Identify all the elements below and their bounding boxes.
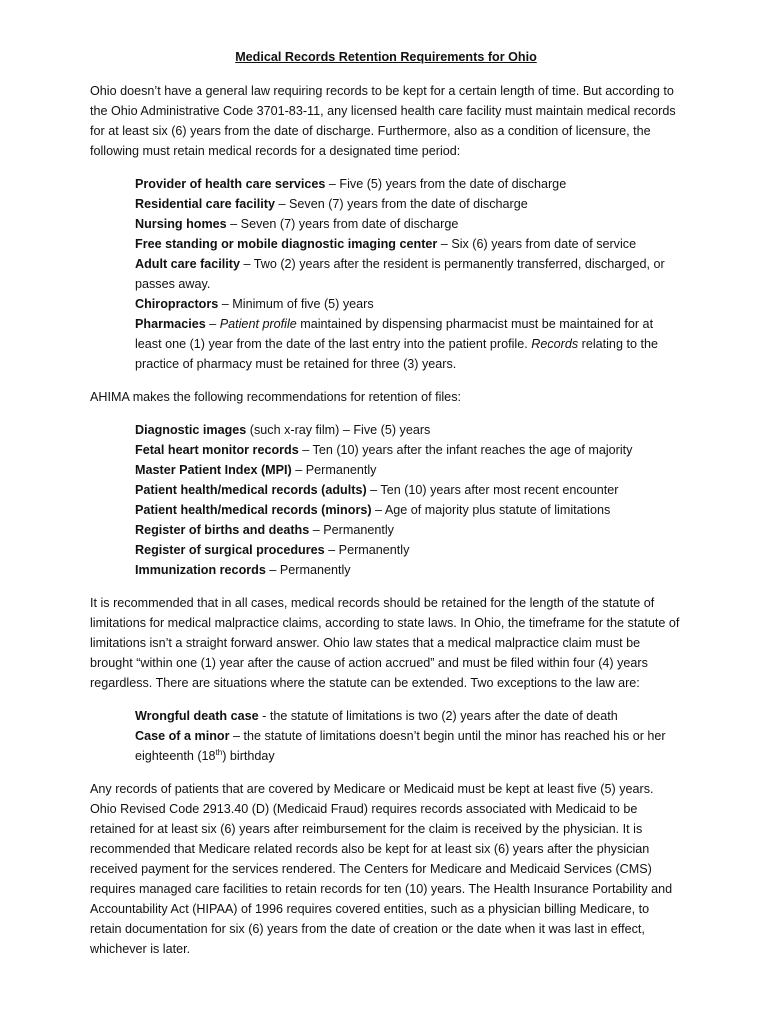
- list-item-text: - the statute of limitations is two (2) years after the date of death: [258, 709, 618, 723]
- list-item: [135, 194, 682, 214]
- list-item-text: – Ten (10) years after most recent encounter: [366, 483, 619, 497]
- ahima-intro: AHIMA makes the following recommendations for retention of files:: [90, 390, 461, 404]
- list-item-text: – Permanently: [324, 543, 410, 557]
- list-item: [135, 540, 682, 560]
- list-item-text: – Six (6) years from date of service: [437, 237, 637, 251]
- list-item-term: Case of a minor: [135, 729, 230, 743]
- list-item-term: Residential care facility: [135, 197, 275, 211]
- list-item-text: – Ten (10) years after the infant reaches the age of majority: [298, 443, 633, 457]
- list-item: [135, 440, 682, 460]
- list-item-text: ) birthday: [222, 749, 275, 763]
- list-item-term: Wrongful death case: [135, 709, 259, 723]
- list-item-pharmacies: [135, 314, 682, 374]
- list-item-term: Diagnostic images: [135, 423, 247, 437]
- list-item-term: Fetal heart monitor records: [135, 443, 299, 457]
- list-item-term: Immunization records: [135, 563, 266, 577]
- statute-paragraph: It is recommended that in all cases, medical records should be retained for the length of the statute of limitations for medical malpractice claims, according to state laws. In Ohio, the timeframe for the statute of limitations isn’t a straight forward answer. Ohio law states that a medical malpractice claim must be brought “within one (1) year after the cause of action accrued” and must be filed within four (4) years regardless. There are situations where the statute can be extended. Two exceptions to the law are:: [90, 596, 680, 690]
- list-item-text: – Permanently: [265, 563, 351, 577]
- list-item-term: Nursing homes: [135, 217, 227, 231]
- list-item-text: – Age of majority plus statute of limitations: [371, 503, 611, 517]
- list-item-text: – Permanently: [291, 463, 377, 477]
- list-item: [135, 520, 682, 540]
- list-item-wrongful-death: [135, 706, 682, 726]
- list-item-text: – Two (2) years after the resident is permanently transferred, discharged, or passes away.: [135, 257, 665, 291]
- list-item: [135, 420, 682, 440]
- records-italic: Records: [531, 337, 579, 351]
- list-item: [135, 560, 682, 580]
- list-item: [135, 254, 682, 294]
- intro-paragraph: Ohio doesn’t have a general law requiring records to be kept for a certain length of time. But according to the Ohio Administrative Code 3701-83-11, any licensed health care facility must maintain medical records for at least six (6) years from the date of discharge. Furthermore, also as a condition of licensure, the following must retain medical records for a designated time period:: [90, 84, 676, 158]
- list-item: [135, 234, 682, 254]
- list-item-text: maintained by dispensing pharmacist must be maintained for at least one (1) year from the date of the last entry into the patient profile.: [135, 317, 654, 351]
- exceptions-list: [135, 706, 682, 766]
- list-item-term: Patient health/medical records (adults): [135, 483, 367, 497]
- list-item: [135, 460, 682, 480]
- list-item: [135, 174, 682, 194]
- list-item-term: Provider of health care services: [135, 177, 326, 191]
- list-item: [135, 294, 682, 314]
- list-item-text: – Five (5) years from the date of discharge: [325, 177, 567, 191]
- ordinal-superscript: th: [215, 747, 223, 757]
- list-item-text: (such x-ray film) – Five (5) years: [246, 423, 431, 437]
- list-item-text: – Seven (7) years from date of discharge: [226, 217, 459, 231]
- list-item-term: Register of births and deaths: [135, 523, 310, 537]
- list-item-text: – Permanently: [309, 523, 394, 537]
- list-item-text: – Minimum of five (5) years: [218, 297, 374, 311]
- list-item-term: Patient health/medical records (minors): [135, 503, 372, 517]
- list-item-text: – Seven (7) years from the date of discharge: [275, 197, 528, 211]
- page-title: Medical Records Retention Requirements for Ohio: [235, 50, 537, 64]
- list-item-minor: [135, 726, 682, 766]
- dash: –: [205, 317, 220, 331]
- list-item-term: Pharmacies: [135, 317, 206, 331]
- list-item-term: Master Patient Index (MPI): [135, 463, 292, 477]
- list-item: [135, 214, 682, 234]
- list-item-term: Chiropractors: [135, 297, 219, 311]
- patient-profile-italic: Patient profile: [219, 317, 297, 331]
- list-item-term: Register of surgical procedures: [135, 543, 325, 557]
- list-item-text: relating to the practice of pharmacy must be retained for three (3) years.: [135, 337, 658, 371]
- list-item-term: Free standing or mobile diagnostic imaging center: [135, 237, 438, 251]
- list-item-term: Adult care facility: [135, 257, 240, 271]
- medicare-paragraph: Any records of patients that are covered by Medicare or Medicaid must be kept at least five (5) years. Ohio Revised Code 2913.40 (D) (Medicaid Fraud) requires records associated with Medicaid to be retained for at least six (6) years after reimbursement for the claim is received by the physician. It is recommended that Medicare related records also be kept for at least six (6) years after the physician received payment for the services rendered. The Centers for Medicare and Medicaid Services (CMS) requires managed care facilities to retain records for ten (10) years. The Health Insurance Portability and Accountability Act (HIPAA) of 1996 requires covered entities, such as a physician billing Medicare, to retain documentation for six (6) years from the date of creation or the date when it was last in effect, whichever is later.: [90, 782, 673, 956]
- list-item-text: – the statute of limitations doesn’t begin until the minor has reached his or her eighteenth (18: [135, 729, 666, 763]
- list-item: [135, 500, 682, 520]
- ahima-retention-list: [135, 420, 682, 580]
- list-item: [135, 480, 682, 500]
- ohio-retention-list: [135, 174, 682, 374]
